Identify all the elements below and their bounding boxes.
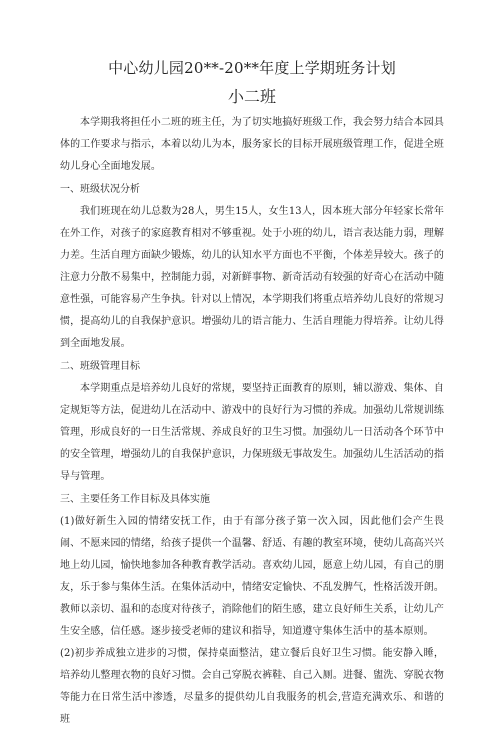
- section-heading-main-tasks: 三、主要任务工作目标及具体实施: [60, 494, 210, 505]
- section-heading-management-goals: 二、班级管理目标: [60, 361, 140, 372]
- class-analysis-paragraph: 我们班现在幼儿总数为28人，男生15人，女生13人，因本班大部分年轻家长常年在外工作，对孩子的家庭教育相对不够重视。处于小班的幼儿，语言表达能力弱，理解力差。生活自理方面缺少锻炼，幼儿的认知水平方面也不平衡，个体差异较大。孩子的注意力分散不易集中，控制能力弱，对新鲜事物、新奇活动有较强的好奇心在活动中随意性强，可能容易产生争执。针对以上情况，本学期我们将重点培养幼儿良好的常规习惯，提高幼儿的自我保护意识。增强幼儿的语言能力、生活自理能力得培养。让幼儿得到全面地发展。: [60, 206, 444, 349]
- intro-paragraph: 本学期我将担任小二班的班主任，为了切实地搞好班级工作，我会努力结合本园具体的工作要求与指示，本着以幼儿为本，服务家长的目标开展班级管理工作，促进全班幼儿身心全面地发展。: [60, 117, 444, 172]
- section-heading-class-analysis: 一、班级状况分析: [60, 184, 140, 195]
- task-item-1-paragraph: (1)做好新生入园的情绪安抚工作，由于有部分孩子第一次入园，因此他们会产生畏闹、不愿来园的情绪，给孩子提供一个温馨、舒适、有趣的教室环境，使幼儿高高兴兴地上幼儿园，愉快地参加各种教育教学活动。喜欢幼儿园，愿意上幼儿园，有自己的朋友，乐于参与集体生活。在集体活动中，情绪安定愉快、不乱发脾气，性格活泼开朗。教师以亲切、温和的态度对待孩子，消除他们的陌生感，建立良好师生关系，让幼儿产生安全感，信任感。逐步接受老师的建议和指导，知道遵守集体生活中的基本原则。: [60, 516, 444, 637]
- task-item-2-paragraph: (2)初步养成独立进步的习惯，保持桌面整洁，建立餐后良好卫生习惯。能安静入睡，培养幼儿整理衣物的良好习惯。会自己穿脱衣裤鞋、自己入厕。进餐、盥洗、穿脱衣物等能力在日常生活中渗透，尽量多的提供幼儿自我服务的机会,营造充满欢乐、和谐的班: [60, 648, 444, 725]
- class-name-subtitle: 小二班: [227, 87, 276, 106]
- document-title: 中心幼儿园20**-20**年度上学期班务计划: [108, 59, 396, 77]
- management-goals-paragraph: 本学期重点是培养幼儿良好的常规，要坚持正面教育的原则，辅以游戏、集体、自定规矩等方法，促进幼儿在活动中、游戏中的良好行为习惯的养成。加强幼儿常规训练管理，形成良好的一日生活常规、养成良好的卫生习惯。加强幼儿一日活动各个环节中的安全管理，增强幼儿的自我保护意识，力保班级无事故发生。加强幼儿生活活动的指导与管理。: [60, 383, 444, 482]
